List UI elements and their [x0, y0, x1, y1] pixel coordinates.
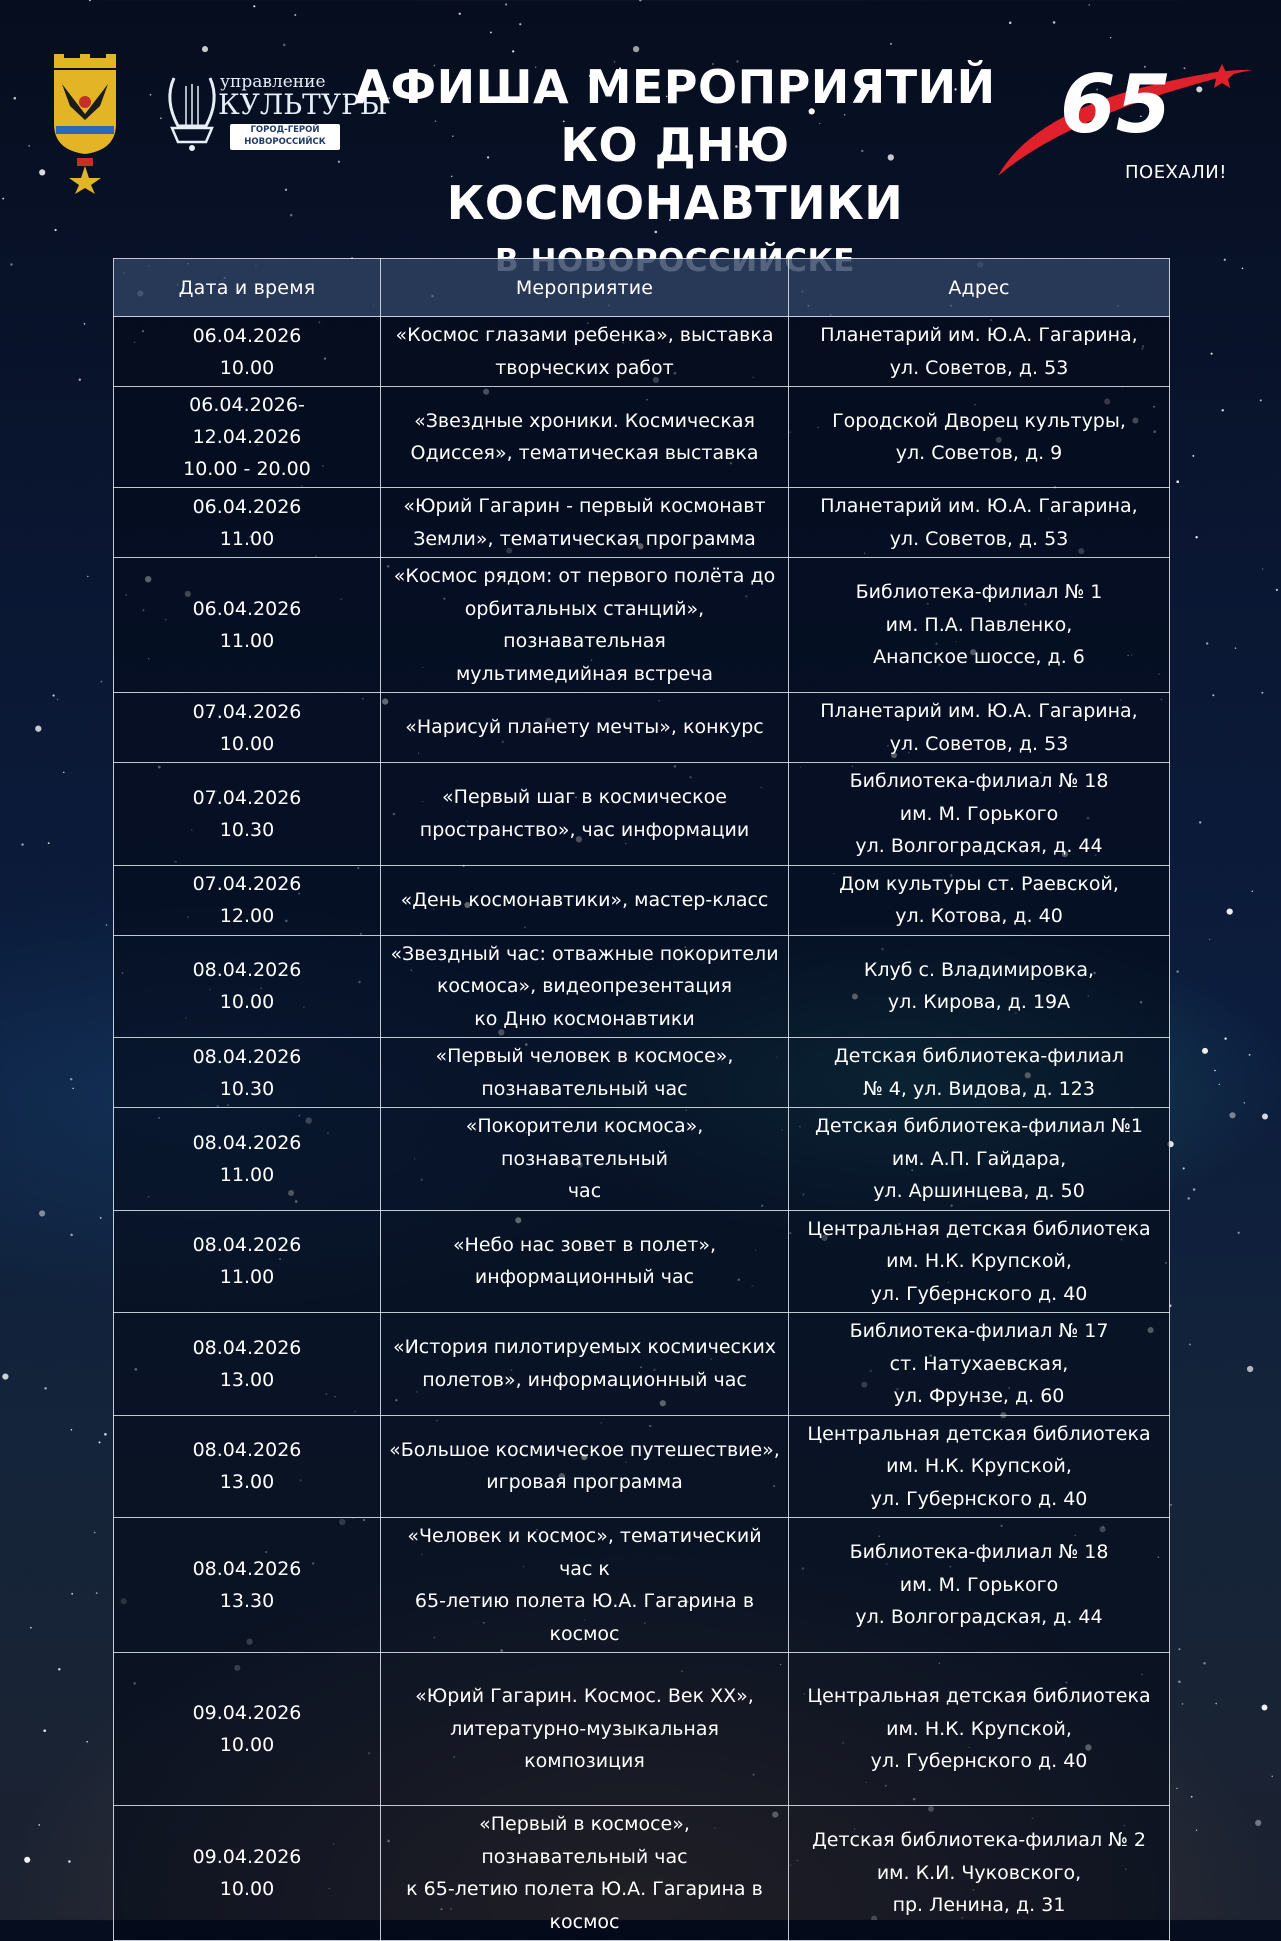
address-cell	[789, 693, 1170, 763]
address-cell-line: Детская библиотека-филиал № 2	[811, 1829, 1147, 1852]
date-cell	[114, 488, 381, 558]
address-cell-line: Библиотека-филиал № 18	[849, 770, 1109, 792]
address-cell-line: им. А.П. Гайдара,	[891, 1147, 1067, 1170]
table-row	[114, 387, 1170, 488]
column-header-address: Адрес	[789, 259, 1170, 317]
star-dot	[72, 1088, 74, 1090]
star-dot	[96, 1592, 98, 1594]
date-cell-line: 06.04.2026	[192, 324, 302, 347]
star-dot	[1247, 1366, 1253, 1372]
star-dot	[1182, 1703, 1184, 1705]
date-cell-line: 07.04.2026	[192, 873, 302, 895]
event-cell	[381, 1653, 789, 1806]
star-dot	[1176, 970, 1178, 972]
address-cell	[789, 1653, 1170, 1806]
star-dot	[1212, 694, 1214, 696]
star-dot	[1261, 692, 1263, 694]
date-cell-line: 10.00 - 20.00	[183, 458, 311, 480]
culture-department-logo	[160, 70, 388, 152]
address-cell-line: ул. Волгоградская, д. 44	[855, 1606, 1103, 1629]
address-cell-line: Планетарий им. Ю.А. Гагарина,	[820, 324, 1138, 346]
anniversary-number: 65	[1060, 58, 1172, 151]
star-dot	[1206, 642, 1208, 644]
event-cell-line: познавательный час	[481, 1845, 688, 1868]
star-dot	[38, 1824, 40, 1826]
star-dot	[1222, 409, 1224, 411]
address-cell-line: ул. Советов, д. 53	[889, 732, 1069, 755]
date-cell	[114, 763, 381, 866]
event-cell	[381, 317, 789, 387]
address-cell	[789, 1518, 1170, 1653]
date-cell	[114, 558, 381, 693]
date-cell	[114, 1210, 381, 1313]
address-cell-line: Библиотека-филиал № 17	[849, 1320, 1109, 1342]
event-cell-line: к 65-летию полета Ю.А. Гагарина в	[406, 1878, 763, 1900]
event-cell-line: космоса», видеопрезентация	[436, 975, 733, 997]
star-dot	[1252, 891, 1253, 892]
address-cell-line: Дом культуры ст. Раевской,	[839, 872, 1119, 895]
column-header-date: Дата и время	[114, 259, 381, 317]
star-dot	[1262, 568, 1263, 569]
event-cell	[381, 763, 789, 866]
address-cell	[789, 317, 1170, 387]
culture-logo-badge	[230, 124, 340, 150]
event-cell-line: полетов», информационный час	[422, 1368, 747, 1391]
address-cell-line: ул. Котова, д. 40	[895, 905, 1063, 927]
date-cell-line: 09.04.2026	[192, 1702, 302, 1724]
event-cell-line: «Юрий Гагарин. Космос. Век XX»,	[415, 1685, 754, 1708]
event-cell-line: познавательный час	[481, 1077, 688, 1100]
event-cell	[381, 1108, 789, 1211]
event-cell-line: игровая программа	[486, 1471, 683, 1494]
date-cell-line: 07.04.2026	[192, 700, 302, 723]
date-cell-line: 13.00	[219, 1368, 275, 1391]
address-cell-line: Центральная детская библиотека	[807, 1217, 1151, 1240]
date-cell-line: 09.04.2026	[192, 1846, 302, 1868]
address-cell-line: Анапское шоссе, д. 6	[873, 646, 1085, 669]
event-cell-line: «Звездный час: отважные покорители	[390, 942, 779, 965]
date-cell-line: 08.04.2026	[192, 1045, 302, 1068]
table-row	[114, 1415, 1170, 1518]
table-header-row	[114, 259, 1170, 317]
star-dot	[1260, 399, 1262, 401]
date-cell	[114, 1806, 381, 1941]
event-cell-line: «Первый шаг в космическое	[442, 786, 727, 809]
table-row	[114, 865, 1170, 935]
star-dot	[1214, 1070, 1216, 1072]
date-cell-line: 08.04.2026	[192, 1131, 302, 1154]
table-row	[114, 1806, 1170, 1941]
address-cell-line: им. К.И. Чуковского,	[876, 1861, 1082, 1884]
address-cell-line: № 4, ул. Видова, д. 123	[863, 1077, 1095, 1100]
date-cell	[114, 1038, 381, 1108]
date-cell	[114, 1518, 381, 1653]
event-cell-line: «Космос рядом: от первого полёта до	[393, 565, 776, 587]
address-cell-line: Библиотека-филиал № 18	[849, 1541, 1109, 1564]
star-dot	[1202, 1048, 1208, 1054]
star-dot	[35, 726, 41, 732]
address-cell-line: Библиотека-филиал № 1	[855, 581, 1103, 604]
star-dot	[71, 1429, 73, 1431]
event-cell-line: мультимедийная встреча	[455, 662, 714, 685]
star-dot	[43, 1729, 46, 1732]
address-cell-line: пр. Ленина, д. 31	[892, 1894, 1066, 1917]
address-cell	[789, 1108, 1170, 1211]
star-dot	[1176, 480, 1179, 483]
event-cell	[381, 558, 789, 693]
date-cell-line: 11.00	[219, 1163, 275, 1186]
date-cell	[114, 1313, 381, 1416]
star-dot	[30, 1627, 32, 1629]
star-dot	[1178, 1681, 1181, 1684]
star-dot	[1219, 1084, 1220, 1085]
star-dot	[1211, 353, 1213, 355]
event-cell	[381, 693, 789, 763]
events-table	[113, 258, 1170, 1941]
lyre-icon	[160, 70, 224, 152]
date-cell-line: 10.00	[219, 732, 275, 755]
star-dot	[53, 694, 55, 696]
address-cell-line: Планетарий им. Ю.А. Гагарина,	[820, 700, 1138, 722]
date-cell	[114, 693, 381, 763]
date-cell-line: 06.04.2026	[192, 495, 302, 518]
star-dot	[94, 1532, 96, 1534]
event-cell-line: информационный час	[474, 1266, 695, 1289]
anniversary-slogan: ПОЕХАЛИ!	[1125, 162, 1227, 183]
table-row	[114, 1210, 1170, 1313]
event-cell-line: «Человек и космос», тематический час к	[407, 1525, 762, 1580]
date-cell-line: 13.30	[219, 1590, 275, 1612]
address-cell-line: им. Н.К. Крупской,	[886, 1250, 1072, 1272]
star-dot	[57, 699, 59, 701]
star-dot	[1170, 1504, 1172, 1506]
address-cell-line: ул. Губернского д. 40	[870, 1282, 1088, 1305]
anniversary-logo	[990, 58, 1260, 198]
address-cell	[789, 1210, 1170, 1313]
address-cell-line: им. М. Горького	[899, 802, 1059, 825]
address-cell-line: Детская библиотека-филиал №1	[814, 1115, 1144, 1137]
star-dot	[21, 843, 23, 845]
culture-logo-small-text: управление	[220, 72, 326, 92]
date-cell-line: 11.00	[219, 1266, 275, 1289]
address-cell-line: ул. Губернского д. 40	[870, 1750, 1088, 1773]
date-cell-line: 08.04.2026	[192, 1234, 302, 1257]
date-cell-line: 11.00	[219, 630, 275, 652]
star-dot	[1238, 1232, 1240, 1234]
event-cell-line: «Нарисуй планету мечты», конкурс	[405, 716, 764, 739]
date-cell-line: 06.04.2026	[192, 598, 302, 620]
table-row	[114, 1108, 1170, 1211]
star-dot	[1196, 1830, 1197, 1831]
star-dot	[68, 1860, 71, 1863]
event-cell-line: 65-летию полета Ю.А. Гагарина в космос	[414, 1590, 755, 1645]
star-dot	[106, 924, 108, 926]
event-cell	[381, 387, 789, 488]
date-cell-line: 10.00	[219, 991, 275, 1014]
event-cell-line: творческих работ	[495, 356, 674, 379]
event-cell-line: Земли», тематическая программа	[413, 527, 756, 550]
star-dot	[1209, 939, 1210, 940]
date-cell	[114, 1108, 381, 1211]
address-cell-line: ул. Фрунзе, д. 60	[893, 1385, 1065, 1407]
address-cell	[789, 1313, 1170, 1416]
event-cell	[381, 1038, 789, 1108]
date-cell-line: 08.04.2026	[192, 1439, 302, 1462]
address-cell-line: Городской Дворец культуры,	[832, 409, 1126, 432]
address-cell-line: ул. Волгоградская, д. 44	[855, 835, 1103, 857]
star-dot	[86, 1741, 88, 1743]
star-dot	[1249, 1054, 1251, 1056]
star-dot	[79, 379, 81, 381]
event-cell-line: Одиссея», тематическая выставка	[410, 442, 759, 464]
star-dot	[1215, 1703, 1217, 1705]
date-cell-line: 10.30	[219, 818, 275, 841]
table-row	[114, 763, 1170, 866]
event-cell-line: час	[567, 1180, 602, 1202]
table-row	[114, 1038, 1170, 1108]
star-dot	[1272, 1776, 1273, 1777]
address-cell-line: Центральная детская библиотека	[807, 1422, 1151, 1445]
date-cell-line: 08.04.2026	[192, 1558, 302, 1580]
event-cell	[381, 488, 789, 558]
address-cell	[789, 387, 1170, 488]
event-cell-line: литературно-музыкальная композиция	[450, 1717, 719, 1773]
table-row	[114, 1653, 1170, 1806]
star-dot	[1224, 1037, 1226, 1039]
address-cell-line: ул. Советов, д. 9	[895, 442, 1063, 464]
star-dot	[1262, 1705, 1268, 1711]
star-dot	[100, 1217, 102, 1219]
address-cell	[789, 1806, 1170, 1941]
star-dot	[24, 1857, 30, 1863]
star-dot	[1224, 259, 1226, 261]
date-cell-line: 10.00	[219, 1734, 275, 1756]
star-dot	[48, 842, 50, 844]
event-cell-line: «Первый в космосе»,	[479, 1813, 690, 1835]
address-cell-line: ул. Аршинцева, д. 50	[873, 1180, 1085, 1202]
title-line-1: АФИША МЕРОПРИЯТИЙ	[354, 60, 996, 114]
star-dot	[1276, 589, 1278, 591]
city-crest-icon	[50, 54, 120, 194]
address-cell-line: ул. Губернского д. 40	[870, 1487, 1088, 1510]
event-cell-line: космос	[549, 1910, 620, 1933]
date-cell-line: 10.00	[219, 1878, 275, 1900]
table-row	[114, 488, 1170, 558]
star-dot	[1193, 1188, 1196, 1191]
date-cell-line: 06.04.2026-	[189, 394, 305, 416]
star-dot	[84, 323, 85, 324]
star-dot	[1191, 1796, 1193, 1798]
address-cell-line: Планетарий им. Ю.А. Гагарина,	[820, 495, 1138, 517]
address-cell-line: им. П.А. Павленко,	[885, 613, 1073, 636]
address-cell	[789, 763, 1170, 866]
star-dot	[1244, 1102, 1245, 1103]
event-cell	[381, 1210, 789, 1313]
star-dot	[1203, 1662, 1206, 1665]
star-dot	[1187, 1197, 1190, 1200]
column-header-event: Мероприятие	[381, 259, 789, 317]
title-line-2: КО ДНЮ КОСМОНАВТИКИ	[446, 118, 904, 230]
event-cell	[381, 1313, 789, 1416]
date-cell-line: 10.00	[219, 356, 275, 379]
star-dot	[10, 263, 12, 265]
event-cell-line: пространство», час информации	[419, 818, 750, 841]
address-cell	[789, 1415, 1170, 1518]
table-row	[114, 693, 1170, 763]
address-cell-line: им. Н.К. Крупской,	[886, 1717, 1072, 1740]
star-dot	[63, 772, 64, 773]
star-dot	[104, 1433, 107, 1436]
star-dot	[58, 1668, 61, 1671]
star-dot	[1176, 1788, 1177, 1789]
address-cell	[789, 935, 1170, 1038]
event-cell-line: «Звездные хроники. Космическая	[414, 409, 755, 432]
date-cell	[114, 865, 381, 935]
address-cell	[789, 1038, 1170, 1108]
date-cell-line: 13.00	[219, 1471, 275, 1494]
event-cell	[381, 1415, 789, 1518]
event-cell-line: «Покорители космоса», познавательный	[465, 1115, 704, 1170]
star-dot	[1262, 1114, 1268, 1120]
culture-logo-badge-line2: НОВОРОССИЙСК	[244, 137, 326, 147]
address-cell	[789, 488, 1170, 558]
page-header	[0, 0, 1281, 250]
date-cell	[114, 1653, 381, 1806]
date-cell	[114, 935, 381, 1038]
date-cell	[114, 1415, 381, 1518]
date-cell	[114, 317, 381, 387]
event-cell-line: ко Дню космонавтики	[474, 1007, 695, 1030]
date-cell	[114, 387, 381, 488]
event-cell-line: орбитальных станций», познавательная	[464, 597, 705, 652]
star-dot	[2, 1374, 8, 1380]
star-dot	[1255, 1820, 1261, 1826]
event-cell	[381, 1518, 789, 1653]
star-dot	[39, 1210, 45, 1216]
star-dot	[100, 681, 102, 683]
event-cell-line: «Большое космическое путешествие»,	[389, 1438, 780, 1461]
address-cell-line: им. М. Горького	[899, 1573, 1059, 1596]
table-row	[114, 1518, 1170, 1653]
event-cell	[381, 1806, 789, 1941]
star-dot	[1235, 647, 1237, 649]
address-cell-line: ул. Советов, д. 53	[889, 356, 1069, 379]
star-dot	[71, 1593, 73, 1595]
address-cell-line: им. Н.К. Крупской,	[886, 1455, 1072, 1477]
star-dot	[1195, 536, 1197, 538]
table-row	[114, 935, 1170, 1038]
date-cell-line: 12.00	[219, 905, 275, 927]
star-dot	[70, 1078, 72, 1080]
date-cell-line: 12.04.2026	[192, 426, 302, 448]
address-cell-line: Детская библиотека-филиал	[833, 1045, 1125, 1067]
address-cell-line: ул. Кирова, д. 19А	[887, 991, 1071, 1014]
address-cell	[789, 558, 1170, 693]
table-row	[114, 1313, 1170, 1416]
event-cell-line: «Первый человек в космосе»,	[435, 1045, 734, 1067]
event-cell-line: «История пилотируемых космических	[392, 1336, 777, 1359]
star-dot	[70, 1234, 73, 1237]
star-dot	[1242, 268, 1244, 270]
date-cell-line: 10.30	[219, 1077, 275, 1100]
event-cell-line: «Юрий Гагарин - первый космонавт	[403, 495, 766, 517]
star-dot	[1227, 908, 1233, 914]
page-title	[340, 58, 1010, 282]
event-cell-line: «Космос глазами ребенка», выставка	[395, 324, 774, 346]
address-cell-line: ул. Советов, д. 53	[889, 527, 1069, 550]
event-cell-line: «Небо нас зовет в полет»,	[452, 1233, 717, 1256]
star-dot	[1229, 1112, 1235, 1118]
star-dot	[44, 1387, 47, 1390]
date-cell-line: 08.04.2026	[192, 959, 302, 982]
culture-logo-badge-line1: ГОРОД-ГЕРОЙ	[250, 125, 320, 135]
star-dot	[99, 1441, 101, 1443]
date-cell-line: 07.04.2026	[192, 786, 302, 809]
star-dot	[87, 576, 88, 577]
table-row	[114, 558, 1170, 693]
address-cell	[789, 865, 1170, 935]
table-row	[114, 317, 1170, 387]
date-cell-line: 11.00	[219, 527, 275, 550]
star-dot	[1192, 455, 1194, 457]
star-dot	[1178, 1648, 1180, 1650]
address-cell-line: ст. Натухаевская,	[889, 1352, 1069, 1375]
event-cell	[381, 865, 789, 935]
star-dot	[1199, 821, 1201, 823]
star-dot	[1189, 1343, 1191, 1345]
culture-logo-big-text: КУЛЬТУРЫ	[218, 88, 388, 121]
address-cell-line: Центральная детская библиотека	[807, 1685, 1151, 1708]
event-cell-line: «День космонавтики», мастер-класс	[400, 888, 769, 911]
address-cell-line: Клуб с. Владимировка,	[863, 958, 1095, 981]
star-dot	[1183, 1167, 1185, 1169]
date-cell-line: 08.04.2026	[192, 1336, 302, 1359]
event-cell	[381, 935, 789, 1038]
